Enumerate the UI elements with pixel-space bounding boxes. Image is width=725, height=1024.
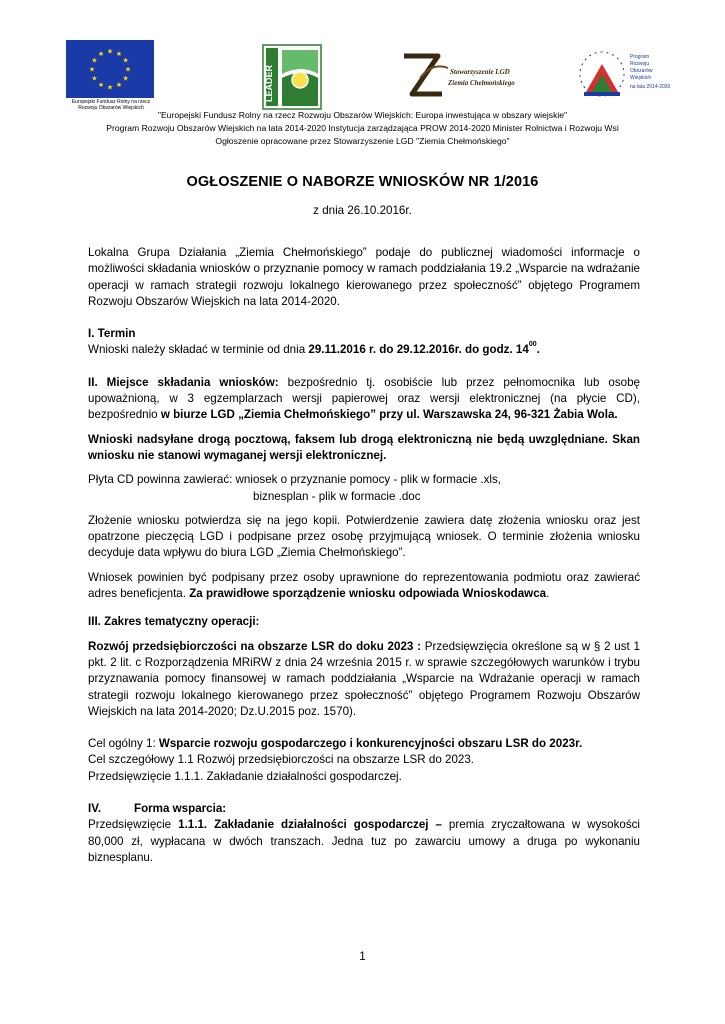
przedsiewziecie: Przedsięwzięcie 1.1.1. Zakładanie działalności gospodarczej.	[88, 769, 402, 783]
miejsce-paragraph: II. Miejsce składania wniosków: bezpośrednio tj. osobiście lub przez pełnomocnika lub osobę upoważnioną, w 3 egzemplarzach wersji papierowej oraz wersji elektronicznej (na płycie CD), bezpośrednio w biurze LGD „Ziemia Chełmońskiego” przy ul. Warszawska 24, 96-321 Żabia Wola.	[88, 375, 641, 422]
eu-star-icon: ★	[122, 57, 129, 65]
cd-line: Płyta CD powinna zawierać: wniosek o przyznanie pomocy - plik w formacie .xls,	[88, 473, 502, 487]
svg-text:na lata 2014-2020: na lata 2014-2020	[630, 84, 671, 90]
cd-line: biznesplan - plik w formacie .doc	[253, 489, 421, 503]
svg-text:Rozwoju: Rozwoju	[630, 61, 650, 67]
termin-paragraph: Wnioski należy składać w terminie od dnia 29.11.2016 r. do 29.12.2016r. do godz. $14^{00}$.	[88, 341, 540, 357]
eu-caption: Rozwoju Obszarów Wiejskich	[78, 105, 144, 111]
page-title: OGŁOSZENIE O NABORZE WNIOSKÓW NR 1/2016	[186, 174, 539, 190]
podpis-paragraph: Wniosek powinien być podpisany przez osoby uprawnione do reprezentowania podmiotu oraz zawierać adres beneficjenta. Za prawidłowe sporządzenie wniosku odpowiada Wnioskodawca.	[88, 570, 640, 601]
document-header	[40, 109, 685, 148]
zlozenie-paragraph: Złożenie wniosku potwierdza się na jego kopii. Potwierdzenie zawiera datę złożenia wniosku oraz jest opatrzone pieczęcią LGD i podpisane przez osobę przyjmującą wniosek. O terminie złożenia wniosku decyduje data wpływu do biura LGD „Ziemia Chełmońskiego”.	[88, 513, 640, 560]
eu-star-icon: ★	[88, 66, 96, 74]
termin-heading: I. Termin	[88, 327, 136, 341]
cel-szczegolowy: Cel szczegółowy 1.1 Rozwój przedsiębiorczości na obszarze LSR do 2023.	[88, 753, 475, 767]
header-line: Ogłoszenie opracowane przez Stowarzyszenie LGD "Ziemia Chełmońskiego"	[215, 136, 510, 146]
eu-star-icon: ★	[91, 57, 98, 65]
eu-star-icon: ★	[124, 66, 132, 74]
eu-caption: Europejski Fundusz Rolny na rzecz	[71, 99, 151, 105]
header-line: "Europejski Fundusz Rolny na rzecz Rozwoju Obszarów Wiejskich: Europa inwestująca w obszary wiejskie"	[157, 110, 568, 120]
svg-text:Stowarzyszenie LGD: Stowarzyszenie LGD	[450, 68, 510, 76]
eu-star-icon: ★	[115, 82, 123, 90]
warning-paragraph: Wnioski nadsyłane drogą pocztową, faksem lub drogą elektroniczną nie będą uwzględniane. Skan wniosku nie stanowi wymaganej wersji elektronicznej.	[88, 432, 640, 462]
eu-star-icon: ★	[91, 75, 98, 83]
zakres-paragraph: Rozwój przedsiębiorczości na obszarze LSR do doku 2023 : Przedsięwzięcia określone są w § 2 ust 1 pkt. 2 lit. c Rozporządzenia MRiRW z dnia 24 września 2015 r. w sprawie szczegółowych warunków i trybu przyznawania pomocy finansowej w ramach poddziałania „Wsparcie na Wdrażanie operacji w ramach strategii rozwoju lokalnego kierowanego przez społeczność” objętego Programem Rozwoju Obszarów Wiejskich na lata 2014-2020; Dz.U.2015 poz. 1570).	[88, 639, 640, 718]
document-body	[88, 245, 640, 866]
eu-star-icon: ★	[97, 82, 105, 90]
svg-text:Obszarów: Obszarów	[630, 68, 653, 74]
zakres-heading: III. Zakres tematyczny operacji:	[88, 615, 260, 629]
svg-text:Ziemia Chełmońskiego: Ziemia Chełmońskiego	[448, 79, 515, 87]
forma-heading: IV. Forma wsparcia:	[88, 802, 227, 816]
logo-bar	[0, 36, 725, 116]
eu-star-icon: ★	[122, 75, 129, 83]
leader-logo	[262, 44, 322, 110]
document-date: z dnia 26.10.2016r.	[313, 204, 412, 217]
header-line: Program Rozwoju Obszarów Wiejskich na lata 2014-2020 Instytucja zarządzająca PROW 2014-2020 Minister Rolnictwa i Rozwoju Wsi	[106, 123, 619, 133]
forma-paragraph: Przedsięwzięcie 1.1.1. Zakładanie działalności gospodarczej – premia zryczałtowana w wysokości 80,000 zł, wypłacana w dwóch transzach. Jedna tuz po zawarciu umowy a druga po wykonaniu biznesplanu.	[88, 818, 641, 864]
page-number: 1	[359, 950, 366, 963]
eu-logo	[66, 40, 156, 111]
eu-flag-icon	[66, 40, 154, 98]
intro-paragraph: Lokalna Grupa Działania „Ziemia Chełmońskiego” podaje do publicznej wiadomości informacje o możliwości składania wniosków o przyznanie pomocy w ramach poddziałania 19.2 „Wsparcie na wdrażanie operacji w ramach strategii rozwoju lokalnego kierowanego przez społeczność” objętego Programem Rozwoju Obszarów Wiejskich na lata 2014-2020.	[88, 246, 640, 308]
eu-star-icon: ★	[115, 50, 123, 58]
eu-star-icon: ★	[106, 84, 114, 92]
cel-ogolny: Cel ogólny 1: Wsparcie rozwoju gospodarczego i konkurencyjności obszaru LSR do 2023r.	[88, 737, 583, 751]
svg-text:Wiejskich: Wiejskich	[630, 75, 652, 81]
eu-star-icon: ★	[97, 50, 105, 58]
lgd-ziemia-chelmonskiego-logo	[398, 50, 548, 104]
eu-star-icon: ★	[106, 48, 114, 56]
svg-text:LEADER: LEADER	[264, 64, 274, 102]
svg-text:Program: Program	[630, 54, 650, 60]
prow-logo	[578, 42, 683, 106]
